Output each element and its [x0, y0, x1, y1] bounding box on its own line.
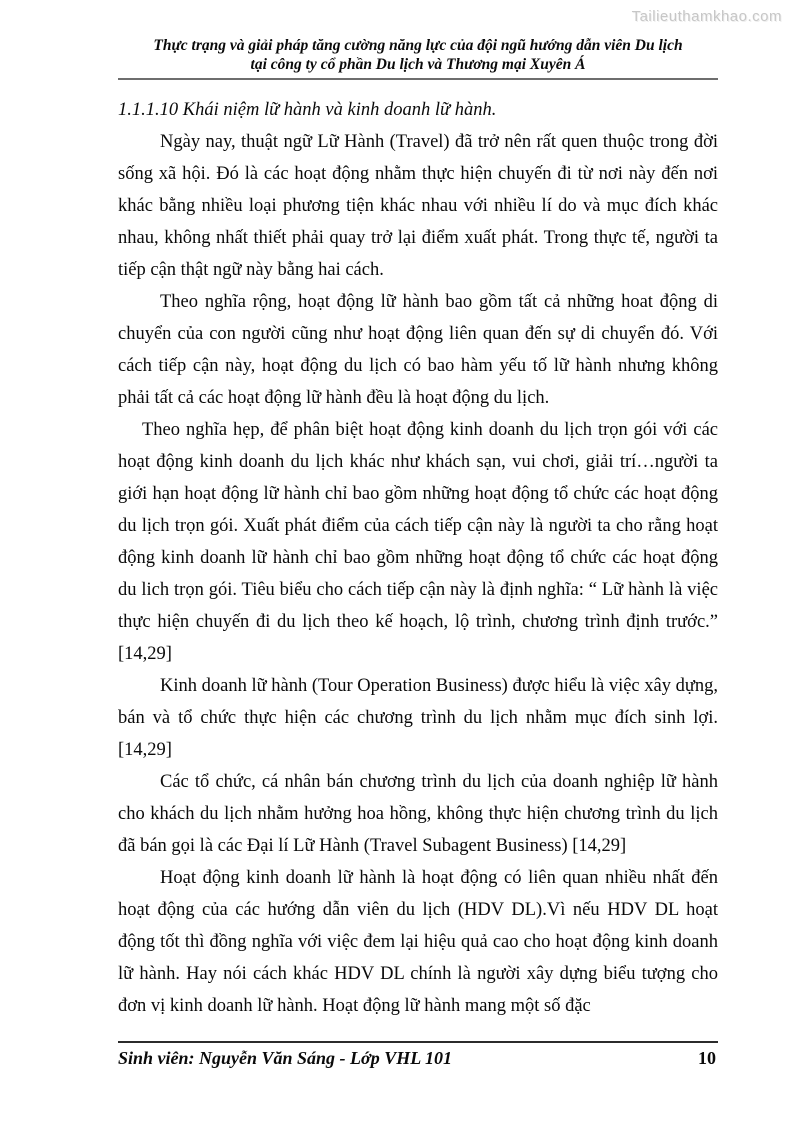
document-footer	[118, 1041, 718, 1070]
footer-student-label: Sinh viên: Nguyễn Văn Sáng - Lớp VHL 101	[118, 1048, 453, 1068]
paragraph: Kinh doanh lữ hành (Tour Operation Business) được hiểu là việc xây dựng, bán và tổ chức thực hiện các chương trình du lịch nhằm mục đích sinh lợi.[14,29]	[118, 676, 718, 760]
section-heading: 1.1.1.10 Khái niệm lữ hành và kinh doanh lữ hành.	[118, 100, 497, 120]
header-title-line1: Thực trạng và giải pháp tăng cường năng lực của đội ngũ hướng dẫn viên Du lịch	[153, 37, 683, 54]
paragraph: Ngày nay, thuật ngữ Lữ Hành (Travel) đã trở nên rất quen thuộc trong đời sống xã hội. Đó là các hoạt động nhằm thực hiện chuyến đi từ nơi này đến nơi khác bằng nhiều loại phương tiện khác nhau với nhiều lí do và mục đích khác nhau, không nhất thiết phải quay trở lại điểm xuất phát. Trong thực tế, người ta tiếp cận thật ngữ này bằng hai cách.	[118, 132, 718, 280]
paragraph: Theo nghĩa rộng, hoạt động lữ hành bao gồm tất cả những hoat động di chuyển của con người cũng như hoạt động liên quan đến sự di chuyển đó. Với cách tiếp cận này, hoạt động du lịch có bao hàm yếu tố lữ hành nhưng không phải tất cả các hoạt động lữ hành đều là hoạt động du lịch.	[118, 292, 718, 408]
paragraph: Các tổ chức, cá nhân bán chương trình du lịch của doanh nghiệp lữ hành cho khách du lịch nhằm hưởng hoa hồng, không thực hiện chương trình du lịch đã bán gọi là các Đại lí Lữ Hành (Travel Subagent Business) [14,29]	[118, 772, 718, 856]
footer-page-number: 10	[698, 1048, 716, 1068]
watermark-text: Tailieuthamkhao.com	[631, 8, 782, 25]
document-body	[118, 94, 718, 1022]
header-title-line2: tại công ty cổ phần Du lịch và Thương mại Xuyên Á	[250, 55, 586, 73]
paragraph: Theo nghĩa hẹp, để phân biệt hoạt động kinh doanh du lịch trọn gói với các hoạt động kinh doanh du lịch khác như khách sạn, vui chơi, giải trí…người ta giới hạn hoạt động lữ hành chỉ bao gồm những hoạt động tổ chức các hoạt động du lịch trọn gói. Xuất phát điểm của cách tiếp cận này là người ta cho rằng hoạt động kinh doanh lữ hành chỉ bao gồm những hoạt động tổ chức các hoạt động du lich trọn gói. Tiêu biểu cho cách tiếp cận này là định nghĩa: “ Lữ hành là việc thực hiện chuyến đi du lịch theo kế hoạch, lộ trình, chương trình định trước.” [14,29]	[118, 420, 718, 664]
body-paragraphs	[118, 126, 718, 1022]
document-header	[118, 37, 718, 80]
paragraph: Hoạt động kinh doanh lữ hành là hoạt động có liên quan nhiều nhất đến hoạt động của các hướng dẫn viên du lịch (HDV DL).Vì nếu HDV DL hoạt động tốt thì đồng nghĩa với việc đem lại hiệu quả cao cho hoạt động kinh doanh lữ hành. Hay nói cách khác HDV DL chính là người xây dựng biểu tượng cho đơn vị kinh doanh lữ hành. Hoạt động lữ hành mang một số đặc	[118, 868, 718, 1016]
